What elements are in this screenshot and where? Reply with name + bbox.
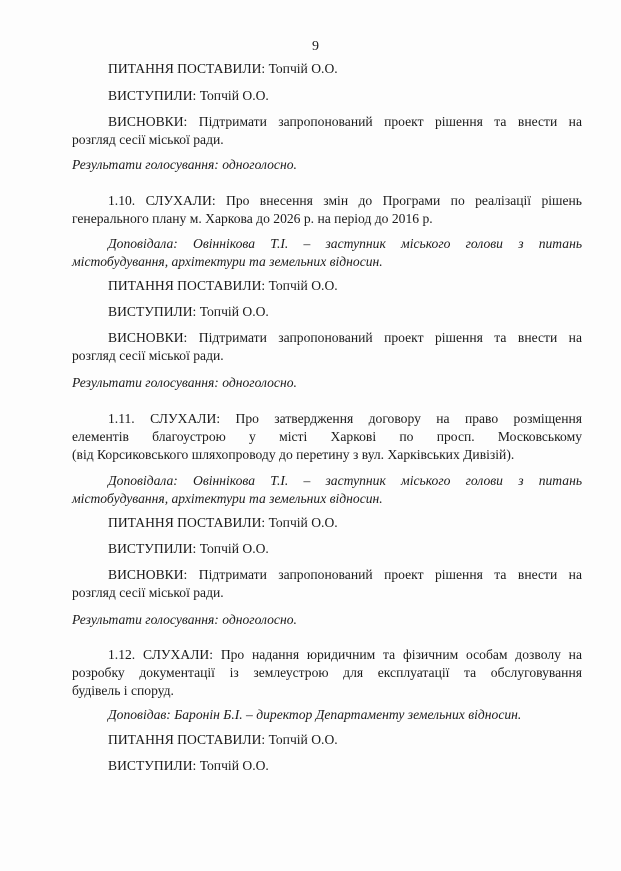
voting-result-label: Результати голосування: bbox=[72, 157, 219, 172]
spoke-paragraph bbox=[72, 540, 582, 558]
voting-result bbox=[72, 374, 582, 392]
spoke-label: ВИСТУПИЛИ: bbox=[108, 758, 197, 773]
questions-value: Топчій О.О. bbox=[268, 61, 338, 76]
page-number: 9 bbox=[312, 39, 319, 54]
reporter-label: Доповідав: bbox=[108, 707, 171, 722]
questions-value: Топчій О.О. bbox=[268, 278, 338, 293]
heard-text-line2: розробку документації із землеустрою для експлуатації та обслуговування bbox=[72, 665, 582, 680]
voting-result-label: Результати голосування: bbox=[72, 375, 219, 390]
reporter-paragraph bbox=[72, 235, 582, 271]
questions-paragraph bbox=[72, 60, 582, 78]
spoke-value: Топчій О.О. bbox=[199, 541, 269, 556]
spoke-value: Топчій О.О. bbox=[199, 758, 269, 773]
conclusions-text-line2: розгляд сесії міської ради. bbox=[72, 348, 224, 363]
heard-label: СЛУХАЛИ: bbox=[142, 647, 214, 662]
spoke-label: ВИСТУПИЛИ: bbox=[108, 541, 197, 556]
spoke-label: ВИСТУПИЛИ: bbox=[108, 304, 197, 319]
conclusions-text-line1: Підтримати запропонований проект рішення та внести на bbox=[198, 567, 582, 582]
voting-result bbox=[72, 611, 582, 629]
voting-result bbox=[72, 156, 582, 174]
spoke-value: Топчій О.О. bbox=[199, 304, 269, 319]
spoke-label: ВИСТУПИЛИ: bbox=[108, 88, 197, 103]
agenda-item-number: 1.10. bbox=[108, 193, 136, 208]
questions-value: Топчій О.О. bbox=[268, 515, 338, 530]
agenda-item-1-11 bbox=[72, 410, 582, 464]
conclusions-paragraph bbox=[72, 329, 582, 365]
reporter-text-line2: містобудування, архітектури та земельних відносин. bbox=[72, 254, 383, 269]
reporter-label: Доповідала: bbox=[108, 236, 178, 251]
agenda-item-1-10 bbox=[72, 192, 582, 228]
heard-label: СЛУХАЛИ: bbox=[145, 193, 216, 208]
heard-text-line3: будівель і споруд. bbox=[72, 683, 174, 698]
spoke-paragraph bbox=[72, 87, 582, 105]
heard-text-line1: Про внесення змін до Програми по реалізації рішень bbox=[226, 193, 582, 208]
agenda-item-number: 1.12. bbox=[108, 647, 136, 662]
reporter-text-line1: Овіннікова Т.І. – заступник міського голови з питань bbox=[193, 473, 583, 488]
conclusions-paragraph bbox=[72, 566, 582, 602]
questions-label: ПИТАННЯ ПОСТАВИЛИ: bbox=[108, 732, 266, 747]
reporter-paragraph bbox=[72, 472, 582, 508]
heard-text-line1: Про затвердження договору на право розміщення bbox=[235, 411, 583, 426]
conclusions-text-line2: розгляд сесії міської ради. bbox=[72, 132, 224, 147]
heard-text-line2: елементів благоустрою у місті Харкові по просп. Московському bbox=[72, 429, 582, 444]
conclusions-label: ВИСНОВКИ: bbox=[108, 330, 188, 345]
voting-result-value: одноголосно. bbox=[222, 375, 297, 390]
conclusions-text-line1: Підтримати запропонований проект рішення та внести на bbox=[198, 114, 582, 129]
reporter-label: Доповідала: bbox=[108, 473, 178, 488]
questions-paragraph bbox=[72, 514, 582, 532]
reporter-paragraph bbox=[72, 706, 582, 724]
conclusions-paragraph bbox=[72, 113, 582, 149]
questions-label: ПИТАННЯ ПОСТАВИЛИ: bbox=[108, 515, 266, 530]
spoke-paragraph bbox=[72, 757, 582, 775]
questions-label: ПИТАННЯ ПОСТАВИЛИ: bbox=[108, 61, 266, 76]
conclusions-text-line1: Підтримати запропонований проект рішення та внести на bbox=[198, 330, 582, 345]
questions-paragraph bbox=[72, 277, 582, 295]
heard-text-line1: Про надання юридичним та фізичним особам дозволу на bbox=[220, 647, 582, 662]
agenda-item-1-12 bbox=[72, 646, 582, 700]
questions-value: Топчій О.О. bbox=[268, 732, 338, 747]
conclusions-label: ВИСНОВКИ: bbox=[108, 114, 188, 129]
conclusions-label: ВИСНОВКИ: bbox=[108, 567, 188, 582]
spoke-paragraph bbox=[72, 303, 582, 321]
questions-paragraph bbox=[72, 731, 582, 749]
voting-result-value: одноголосно. bbox=[222, 157, 297, 172]
voting-result-value: одноголосно. bbox=[222, 612, 297, 627]
voting-result-label: Результати голосування: bbox=[72, 612, 219, 627]
reporter-text-line1: Овіннікова Т.І. – заступник міського голови з питань bbox=[193, 236, 583, 251]
conclusions-text-line2: розгляд сесії міської ради. bbox=[72, 585, 224, 600]
heard-label: СЛУХАЛИ: bbox=[150, 411, 221, 426]
spoke-value: Топчій О.О. bbox=[199, 88, 269, 103]
reporter-text: Баронін Б.І. – директор Департаменту земельних відносин. bbox=[174, 707, 522, 722]
agenda-item-number: 1.11. bbox=[108, 411, 135, 426]
heard-text-line2: генерального плану м. Харкова до 2026 р. на період до 2016 р. bbox=[72, 211, 433, 226]
reporter-text-line2: містобудування, архітектури та земельних відносин. bbox=[72, 491, 383, 506]
heard-text-line3: (від Корсиковського шляхопроводу до перетину з вул. Харківських Дивізій). bbox=[72, 447, 515, 462]
questions-label: ПИТАННЯ ПОСТАВИЛИ: bbox=[108, 278, 266, 293]
